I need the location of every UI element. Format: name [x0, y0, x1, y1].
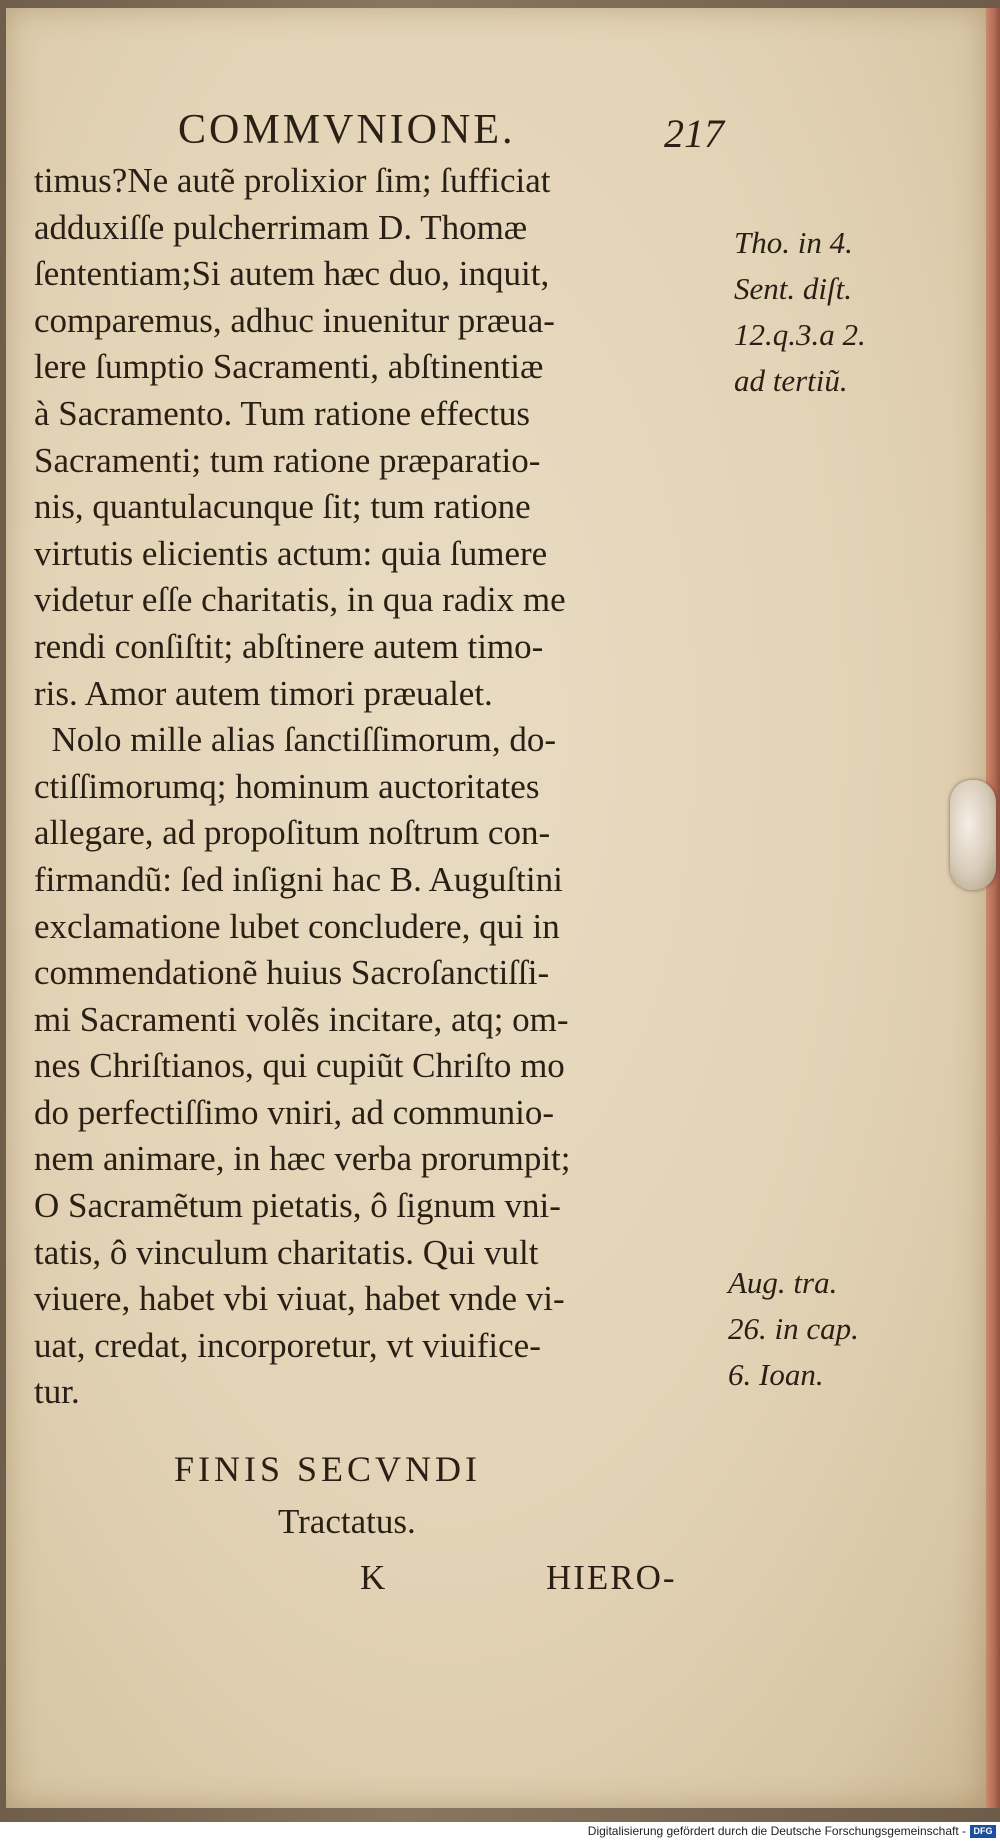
text-line: viuere, habet vbi viuat, habet vnde vi- — [34, 1279, 565, 1319]
catchword: HIERO- — [546, 1558, 677, 1597]
text-line: commendationẽ huius Sacroſanctiſſi- — [34, 953, 550, 993]
margin-note-line: 12.q.3.a 2. — [734, 317, 866, 352]
text-line: allegare, ad propoſitum noſtrum con- — [34, 813, 551, 853]
text-line: comparemus, adhuc inuenitur præua- — [34, 300, 555, 340]
running-head: COMMVNIONE. — [178, 107, 516, 153]
text-line: rendi conſiſtit; abſtinere autem timo- — [34, 626, 544, 666]
margin-note-line: Tho. in 4. — [734, 225, 853, 260]
text-line: Sacramenti; tum ratione præparatio- — [34, 440, 541, 480]
body-text — [34, 158, 754, 1416]
margin-note-line: 26. in cap. — [728, 1311, 859, 1346]
text-line: virtutis elicientis actum: quia ſumere — [34, 533, 548, 573]
text-line: nes Chriſtianos, qui cupiũt Chriſto mo — [34, 1046, 565, 1086]
footer-credit: Digitalisierung gefördert durch die Deutsche Forschungsgemeinschaft - — [587, 1824, 966, 1838]
text-line: nem animare, in hæc verba prorumpit; — [34, 1139, 571, 1179]
book-clasp — [950, 780, 996, 890]
page-number: 217 — [664, 111, 724, 156]
margin-note-line: Sent. diſt. — [734, 271, 852, 306]
page-edge-stain — [986, 8, 1000, 1808]
dfg-logo-icon: DFG — [970, 1825, 996, 1838]
text-line: exclamatione lubet concludere, qui in — [34, 906, 560, 946]
text-line: adduxiſſe pulcherrimam D. Thomæ — [34, 207, 528, 247]
book-page — [6, 8, 986, 1808]
margin-note-augustine — [728, 1260, 859, 1398]
margin-note-thomas — [734, 220, 866, 404]
text-line: lere ſumptio Sacramenti, abſtinentiæ — [34, 347, 544, 387]
signature-mark: K — [360, 1558, 386, 1597]
text-line: O Sacramẽtum pietatis, ô ſignum vni- — [34, 1186, 561, 1226]
footer-bar — [0, 1822, 1000, 1842]
text-line: do perfectiſſimo vniri, ad communio- — [34, 1092, 555, 1132]
text-line: timus?Ne autẽ prolixior ſim; ſufficiat — [34, 161, 551, 200]
text-line: uat, credat, incorporetur, vt viuifice- — [34, 1325, 541, 1365]
text-line: à Sacramento. Tum ratione effectus — [34, 393, 531, 433]
text-line: ctiſſimorumq; hominum auctoritates — [34, 766, 540, 806]
text-line: tatis, ô vinculum charitatis. Qui vult — [34, 1232, 539, 1272]
text-line: videtur eſſe charitatis, in qua radix me — [34, 580, 566, 620]
margin-note-line: 6. Ioan. — [728, 1357, 824, 1392]
text-line: Nolo mille alias ſanctiſſimorum, do- — [34, 720, 556, 760]
tractatus-label: Tractatus. — [278, 1502, 416, 1541]
text-line: tur. — [34, 1372, 80, 1412]
margin-note-line: ad tertiũ. — [734, 363, 848, 398]
page-header — [6, 106, 986, 156]
finis-heading: FINIS SECVNDI — [174, 1449, 482, 1489]
text-line: mi Sacramenti volẽs incitare, atq; om- — [34, 999, 569, 1039]
text-line: ris. Amor autem timori præualet. — [34, 673, 493, 713]
text-line: nis, quantulacunque ſit; tum ratione — [34, 487, 531, 527]
margin-note-line: Aug. tra. — [728, 1265, 838, 1300]
text-line: firmandũ: ſed inſigni hac B. Auguſtini — [34, 859, 563, 899]
text-line: ſententiam;Si autem hæc duo, inquit, — [34, 254, 550, 294]
